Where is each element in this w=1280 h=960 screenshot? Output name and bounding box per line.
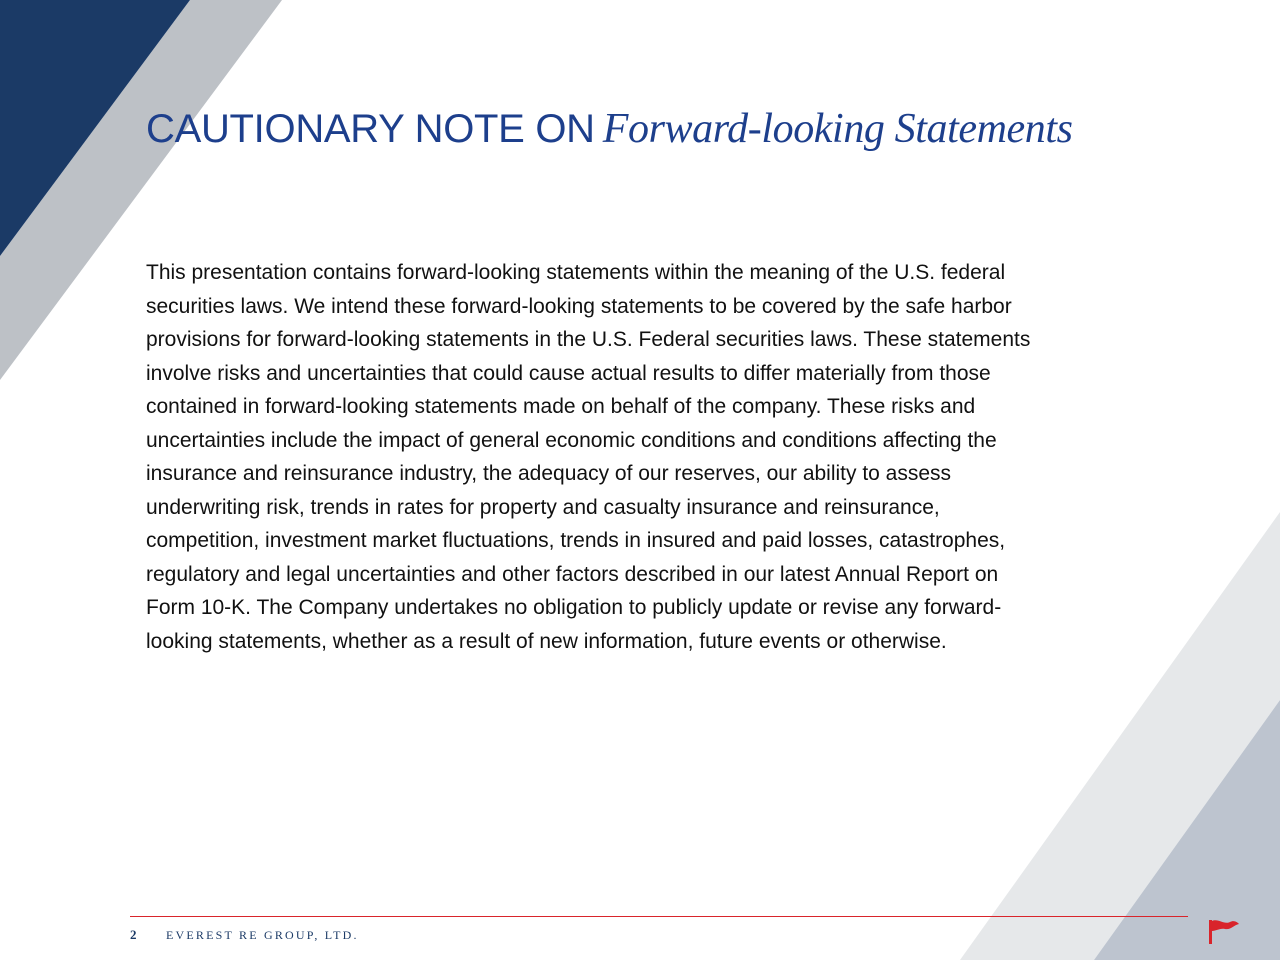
page-title — [146, 108, 1073, 150]
footer-divider — [130, 916, 1188, 917]
title-prefix: CAUTIONARY NOTE ON — [146, 107, 595, 151]
paragraph-line: uncertainties include the impact of general economic conditions and conditions affecting the — [146, 428, 997, 452]
paragraph-line: underwriting risk, trends in rates for property and casualty insurance and reinsurance, — [146, 495, 940, 519]
company-name: EVEREST RE GROUP, LTD. — [166, 928, 359, 942]
title-emphasis: Forward-looking Statements — [602, 106, 1073, 152]
paragraph-line: looking statements, whether as a result of new information, future events or otherwise. — [146, 629, 947, 653]
paragraph-line: insurance and reinsurance industry, the adequacy of our reserves, our ability to assess — [146, 462, 952, 485]
paragraph-line: competition, investment market fluctuations, trends in insured and paid losses, catastrophes, — [146, 529, 1006, 552]
paragraph-line: provisions for forward-looking statements in the U.S. Federal securities laws. These statements — [146, 328, 1031, 351]
paragraph-line: Form 10-K. The Company undertakes no obligation to publicly update or revise any forward- — [146, 596, 1002, 619]
paragraph-line: regulatory and legal uncertainties and other factors described in our latest Annual Report on — [146, 562, 999, 586]
paragraph-line: This presentation contains forward-looking statements within the meaning of the U.S. federal — [146, 261, 1006, 284]
paragraph-line: involve risks and uncertainties that could cause actual results to differ materially from those — [146, 361, 991, 385]
paragraph-line: securities laws. We intend these forward-looking statements to be covered by the safe harbor — [146, 294, 1012, 318]
flag-icon — [1206, 912, 1242, 948]
page-number: 2 — [130, 927, 137, 942]
disclaimer-paragraph — [146, 256, 1196, 658]
paragraph-line: contained in forward-looking statements made on behalf of the company. These risks and — [146, 395, 976, 418]
